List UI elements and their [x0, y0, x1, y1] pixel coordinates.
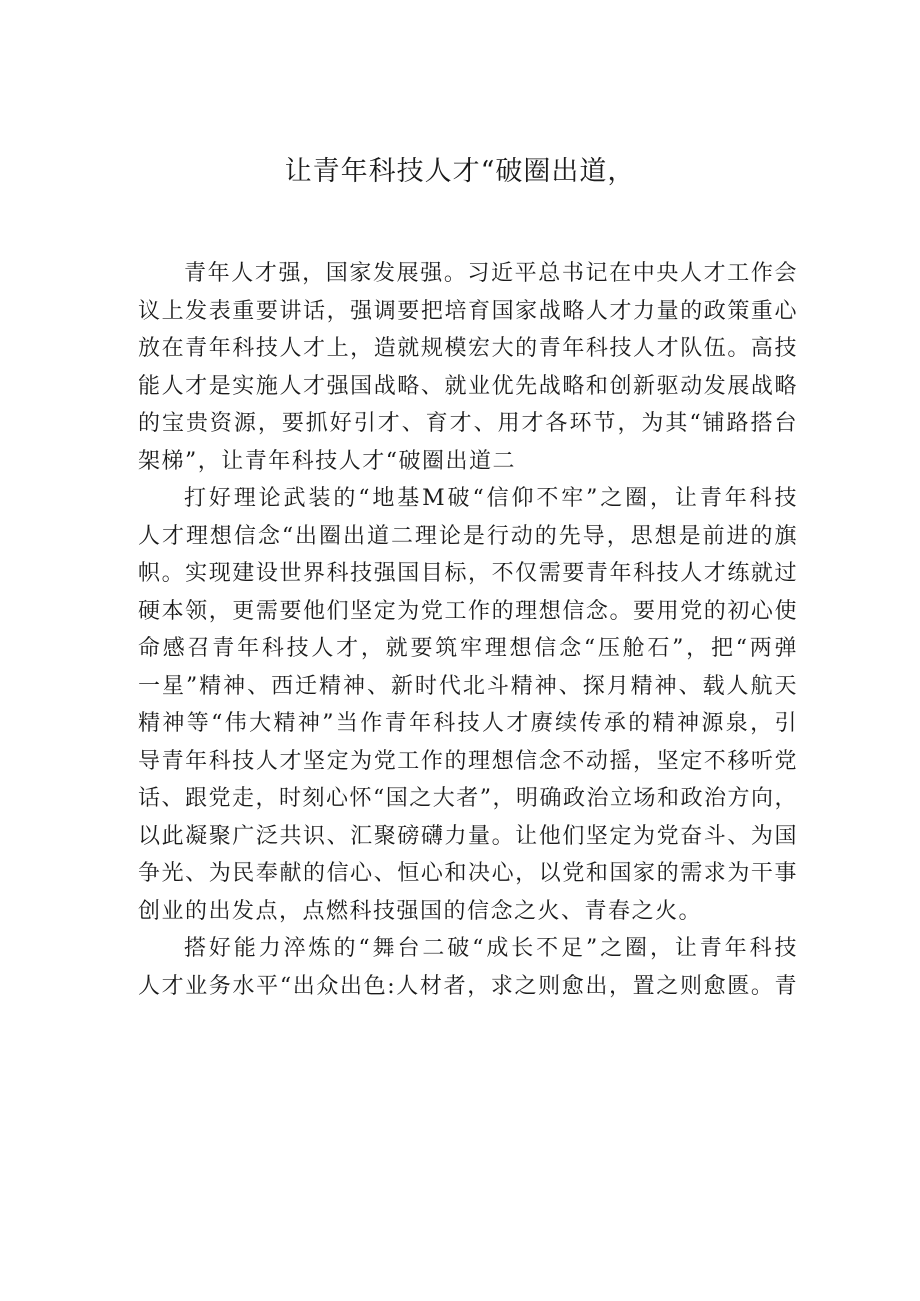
text-line: 创业的出发点，点燃科技强国的信念之火、青春之火。 — [138, 898, 703, 924]
text-line: 搭好能力淬炼的“舞台二破“成长不足”之圈，让青年科技 — [184, 936, 798, 961]
text-line: 人才理想信念“出圈出道二理论是行动的先导，思想是前进的旗 — [138, 523, 798, 549]
document-title: 让青年科技人才“破圈出道， — [284, 156, 636, 187]
text-line: 能人才是实施人才强国战略、就业优先战略和创新驱动发展战略 — [138, 373, 798, 399]
text-line: 议上发表重要讲话，强调要把培育国家战略人才力量的政策重心 — [138, 298, 798, 324]
text-line: 话、跟党走，时刻心怀“国之大者”，明确政治立场和政治方向， — [138, 786, 798, 811]
text-line: 打好理论武装的“地基M破“信仰不牢”之圈，让青年科技 — [184, 486, 798, 511]
text-line: 青年人才强，国家发展强。习近平总书记在中央人才工作会 — [184, 261, 798, 286]
text-line: 放在青年科技人才上，造就规模宏大的青年科技人才队伍。高技 — [138, 336, 798, 361]
text-line: 的宝贵资源，要抓好引才、育才、用才各环节，为其“铺路搭台 — [138, 411, 798, 436]
text-line: 架梯”，让青年科技人才“破圈出道二 — [138, 448, 516, 474]
text-line: 一星”精神、西迁精神、新时代北斗精神、探月精神、载人航天 — [138, 673, 798, 699]
text-line: 争光、为民奉献的信心、恒心和决心，以党和国家的需求为干事 — [138, 861, 798, 886]
text-line: 导青年科技人才坚定为党工作的理想信念不动摇，坚定不移听党 — [138, 748, 798, 774]
text-line: 以此凝聚广泛共识、汇聚磅礴力量。让他们坚定为党奋斗、为国 — [138, 823, 798, 849]
text-line: 命感召青年科技人才，就要筑牢理想信念“压舱石”，把“两弹 — [138, 636, 798, 661]
text-line: 帜。实现建设世界科技强国目标，不仅需要青年科技人才练就过 — [138, 561, 798, 586]
text-line: 人才业务水平“出众出色:人材者，求之则愈出，置之则愈匮。青 — [138, 973, 798, 999]
text-line: 硬本领，更需要他们坚定为党工作的理想信念。要用党的初心使 — [138, 598, 798, 624]
text-line: 精神等“伟大精神”当作青年科技人才赓续传承的精神源泉，引 — [138, 711, 798, 736]
document-body — [138, 255, 798, 1005]
